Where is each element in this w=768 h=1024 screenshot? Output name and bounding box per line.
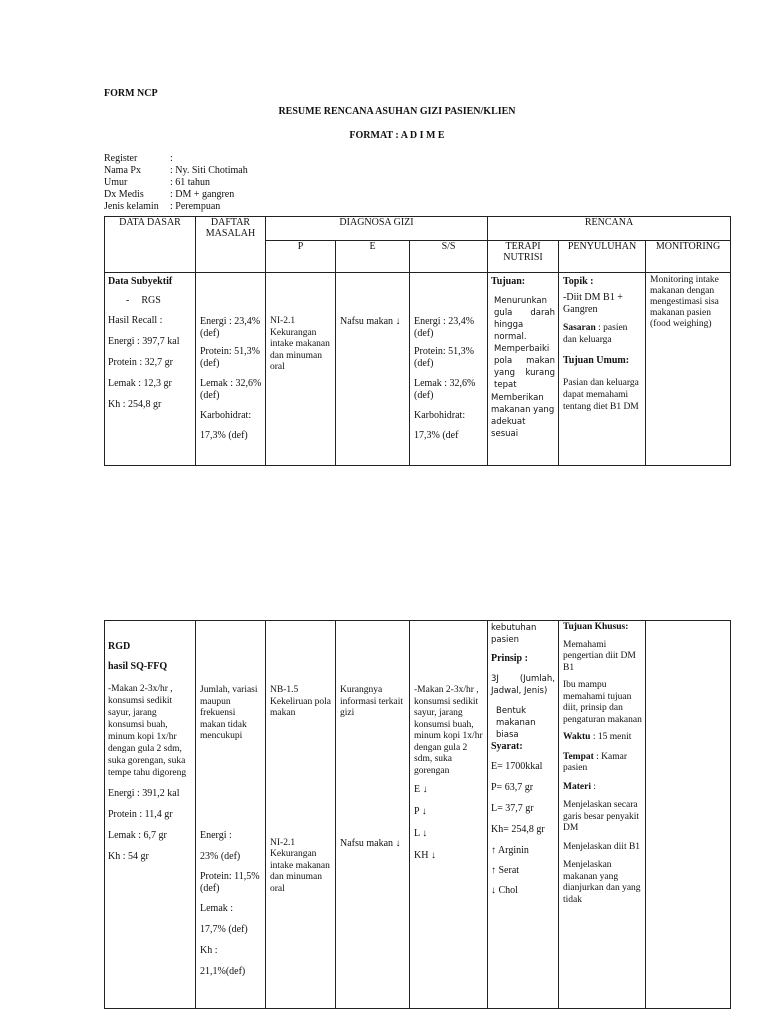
t1-dm-energi: Energi : 23,4% (def): [200, 316, 261, 339]
t2-dm-energi-value: 23% (def): [200, 850, 241, 862]
t2-m2: Menjelaskan diit B1: [563, 841, 641, 852]
col-diagnosa-gizi: DIAGNOSA GIZI: [266, 217, 488, 241]
t2-p2: NI-2.1 Kekurangan intake makanan dan minuman oral: [270, 837, 330, 894]
t1-protein: Protein : 32,7 gr: [108, 357, 173, 368]
umur-label: Umur: [104, 177, 128, 188]
t1-terapi-cell: [488, 273, 559, 466]
t2-ss-l: L ↓: [414, 828, 428, 839]
t2-materi-label: Materi: [563, 781, 591, 792]
col-rencana: RENCANA: [488, 217, 731, 241]
t2-terapi-energi: E= 1700kkal: [491, 761, 543, 772]
t2-terapi-lemak: L= 37,7 gr: [491, 803, 534, 814]
t2-sqffq: hasil SQ-FFQ: [108, 661, 168, 672]
t1-tujuan-umum: Tujuan Umum:: [563, 355, 630, 366]
t1-tujuan: Tujuan:: [491, 276, 526, 287]
t2-chol: ↓ Chol: [491, 885, 518, 896]
t1-data-dasar-cell: [105, 273, 196, 466]
col-data-dasar: DATA DASAR: [105, 217, 196, 273]
t2-ss-cell: [410, 621, 488, 1009]
t2-tempat-label: Tempat: [563, 751, 594, 762]
t1-terapi-item2: Memperbaiki pola makan yang kurang tepat: [494, 344, 556, 390]
t1-monitoring-cell: [646, 273, 731, 466]
umur-value: : 61 tahun: [170, 177, 210, 188]
t1-penyuluhan-cell: [559, 273, 646, 466]
t2-materi: [563, 782, 642, 794]
t1-e-text: Nafsu makan ↓: [340, 316, 401, 327]
t1-dm-karbo-label: Karbohidrat:: [200, 410, 252, 421]
t1-terapi-item1: Menurunkan gula darah hingga normal.: [494, 296, 556, 342]
t2-lemak: Lemak : 6,7 gr: [108, 830, 167, 841]
register-label: Register: [104, 153, 138, 164]
t2-dm-desc: Jumlah, variasi maupun frekuensi makan tidak mencukupi: [200, 685, 258, 741]
t2-ss-p: P ↓: [414, 806, 427, 817]
t2-syarat: Syarat:: [491, 741, 523, 752]
t1-ss-energi: Energi : 23,4% (def): [414, 316, 475, 339]
t1-sasaran-value: : pasien dan keluarga: [563, 323, 628, 345]
t1-monitoring-text: Monitoring intake makanan dengan mengestimasi sisa makanan pasien (food weighing): [650, 275, 719, 329]
dx-value: : DM + gangren: [170, 189, 235, 200]
ncp-table-2: [104, 620, 731, 1009]
t2-terapi-kh: Kh= 254,8 gr: [491, 824, 545, 835]
t1-dm-lemak: Lemak : 32,6%(def): [200, 378, 262, 401]
t1-data-subyektif: Data Subyektif: [108, 276, 173, 287]
t2-e1: Kurangnya informasi terkait gizi: [340, 685, 404, 718]
t2-bentuk: Bentuk makanan biasa: [496, 706, 536, 740]
t2-dm-protein: Protein: 11,5%(def): [200, 870, 260, 894]
t1-topik-value: -Diit DM B1 + Gangren: [563, 292, 623, 315]
t1-ss-protein: Protein: 51,3% (def): [414, 346, 474, 369]
t2-terapi-cont: kebutuhan pasien: [491, 623, 537, 645]
gender-value: : Perempuan: [170, 201, 221, 212]
format-label: FORMAT : A D I M E: [349, 130, 445, 141]
t1-rgs-label: RGS: [141, 295, 161, 306]
t2-data-dasar-cell: [105, 621, 196, 1009]
t1-rgs-bullet: -: [126, 295, 130, 306]
t2-memahami: Memahami pengertian diit DM B1: [563, 639, 636, 673]
register-value: :: [170, 153, 173, 164]
patient-info: [104, 153, 248, 213]
t1-sasaran-label: Sasaran: [563, 323, 596, 333]
t2-kh: Kh : 54 gr: [108, 851, 149, 862]
dx-label: Dx Medis: [104, 189, 144, 200]
t2-penyuluhan-cell: [559, 621, 646, 1009]
t2-tujuan-khusus: Tujuan Khusus:: [563, 622, 629, 632]
t1-dm-protein: Protein: 51,3% (def): [200, 346, 260, 369]
t2-serat: ↑ Serat: [491, 865, 520, 876]
t1-p-text: NI-2.1 Kekurangan intake makanan dan minuman oral: [270, 316, 330, 372]
t2-ss-desc: -Makan 2-3x/hr , konsumsi sedikit sayur, jarang konsumsi buah, minum kopi 1x/hr dengan gula 2 sdm, suka gorengan: [414, 685, 483, 776]
t1-energi: Energi : 397,7 kal: [108, 336, 180, 347]
t1-terapi-item3: Memberikan makanan yang adekuat sesuai: [491, 393, 555, 439]
t2-daftar-masalah-cell: [196, 621, 266, 1009]
col-ss: S/S: [410, 241, 488, 273]
col-daftar-masalah: DAFTAR MASALAH: [196, 217, 266, 273]
t2-energi: Energi : 391,2 kal: [108, 788, 180, 799]
t1-tujuan-umum-text: Pasian dan keluarga dapat memahami tentang diet B1 DM: [563, 378, 639, 412]
t1-daftar-masalah-cell: [196, 273, 266, 466]
t2-e2: Nafsu makan ↓: [340, 837, 401, 849]
t2-ss-kh: KH ↓: [414, 850, 436, 861]
t1-ss-lemak: Lemak : 32,6%(def): [414, 378, 476, 401]
ncp-table-1: [104, 216, 731, 466]
t1-e-cell: [336, 273, 410, 466]
t2-tempat: [563, 752, 642, 775]
col-e: E: [336, 241, 410, 273]
t2-dm-kh-value: 21,1%(def): [200, 965, 246, 977]
t2-monitoring-cell: [646, 621, 731, 1009]
t2-m3: Menjelaskan makanan yang dianjurkan dan yang tidak: [563, 860, 641, 905]
t1-sasaran: [563, 322, 642, 346]
page-title: RESUME RENCANA ASUHAN GIZI PASIEN/KLIEN: [278, 106, 516, 117]
t2-waktu-label: Waktu: [563, 732, 591, 742]
t2-waktu: [563, 732, 642, 744]
t2-tempat-value: : Kamar pasien: [563, 751, 628, 773]
t1-kh: Kh : 254,8 gr: [108, 399, 162, 410]
t2-prinsip: Prinsip :: [491, 653, 528, 664]
t2-desc: -Makan 2-3x/hr , konsumsi sedikit sayur, jarang konsumsi buah, minum kopi 1x/hr dengan gula 2 sdm, suka gorengan, suka tempe tahu digoreng: [108, 684, 187, 778]
t2-protein: Protein : 11,4 gr: [108, 809, 173, 820]
t2-e-cell: [336, 621, 410, 1009]
t2-terapi-protein: P= 63,7 gr: [491, 782, 534, 793]
t2-m1: Menjelaskan secara garis besar penyakit DM: [563, 800, 639, 833]
t2-rgd: RGD: [108, 641, 131, 652]
t2-ss-e: E ↓: [414, 784, 428, 795]
t2-dm-kh-label: Kh :: [200, 944, 218, 956]
t2-dm-energi-label: Energi :: [200, 829, 232, 841]
form-label: FORM NCP: [104, 88, 158, 99]
t1-dm-karbo-value: 17,3% (def): [200, 430, 248, 441]
t1-recall: Hasil Recall :: [108, 315, 163, 326]
t1-ss-cell: [410, 273, 488, 466]
t2-arginin: ↑ Arginin: [491, 845, 529, 856]
t1-topik-label: Topik :: [563, 276, 594, 287]
col-p: P: [266, 241, 336, 273]
col-terapi-nutrisi: TERAPI NUTRISI: [488, 241, 559, 273]
t1-ss-karbo-label: Karbohidrat:: [414, 410, 466, 421]
t2-materi-colon: :: [590, 781, 596, 792]
col-penyuluhan: PENYULUHAN: [559, 241, 646, 273]
nama-value: : Ny. Siti Chotimah: [170, 165, 248, 176]
nama-label: Nama Px: [104, 165, 141, 176]
t2-p1: NB-1.5 Kekeliruan pola makan: [270, 685, 331, 718]
t2-terapi-cell: [488, 621, 559, 1009]
t1-ss-karbo-value: 17,3% (def: [414, 430, 459, 441]
t2-p-cell: [266, 621, 336, 1009]
t2-ibu: Ibu mampu memahami tujuan diit, prinsip dan pengaturan makanan: [563, 680, 642, 725]
t2-waktu-value: : 15 menit: [590, 732, 632, 742]
t1-lemak: Lemak : 12,3 gr: [108, 378, 172, 389]
gender-label: Jenis kelamin: [104, 201, 159, 212]
col-monitoring: MONITORING: [646, 241, 731, 273]
t1-p-cell: [266, 273, 336, 466]
t2-3j: 3J (Jumlah, Jadwal, Jenis): [491, 674, 555, 696]
t2-dm-lemak-value: 17,7% (def): [200, 923, 248, 935]
t1-rgs-item: [108, 295, 192, 307]
t2-dm-lemak-label: Lemak :: [200, 902, 234, 914]
